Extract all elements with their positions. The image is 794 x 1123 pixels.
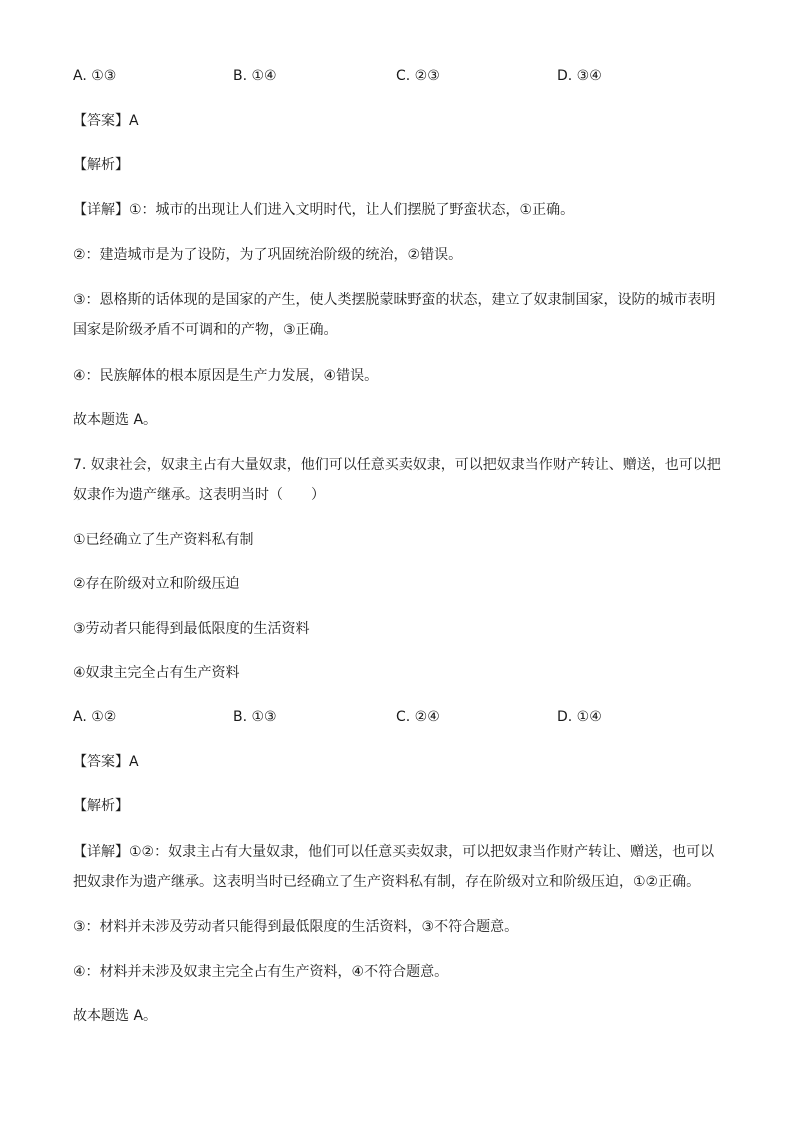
q7-statement-3: ③劳动者只能得到最低限度的生活资料 [73, 621, 310, 637]
q7-option-d: D. ①④ [557, 709, 602, 725]
q7-statement-1: ①已经确立了生产资料私有制 [73, 532, 254, 548]
q7-statement-2: ②存在阶级对立和阶级压迫 [73, 576, 240, 592]
q7-option-c: C. ②④ [396, 709, 440, 725]
q6-detail: 【详解】①：城市的出现让人们进入文明时代，让人们摆脱了野蛮状态，①正确。 [73, 202, 575, 218]
q6-option-b: B. ①④ [233, 68, 277, 84]
q7-statement-4: ④奴隶主完全占有生产资料 [73, 665, 240, 681]
q6-analysis-heading: 【解析】 [73, 157, 129, 173]
q7-detail-line2: 把奴隶作为遗产继承。这表明当时已经确立了生产资料私有制，存在阶级对立和阶级压迫，①②正确。 [73, 874, 701, 890]
q7-answer: 【答案】A [73, 754, 139, 770]
q7-detail-line1: 【详解】①②：奴隶主占有大量奴隶，他们可以任意买卖奴隶，可以把奴隶当作财产转让、赠送，也可以 [73, 844, 715, 860]
q7-option-b: B. ①③ [233, 709, 277, 725]
q7-analysis-heading: 【解析】 [73, 798, 129, 814]
q6-point-2: ②：建造城市是为了设防，为了巩固统治阶级的统治，②错误。 [73, 247, 463, 263]
q7-stem-line2: 奴隶作为遗产继承。这表明当时（ ） [73, 487, 325, 503]
q7-conclusion: 故本题选 A。 [73, 1008, 158, 1024]
q6-option-a: A. ①③ [73, 68, 117, 84]
q6-option-d: D. ③④ [557, 68, 602, 84]
q6-option-c: C. ②③ [396, 68, 440, 84]
q7-stem-line1: 7. 奴隶社会，奴隶主占有大量奴隶，他们可以任意买卖奴隶，可以把奴隶当作财产转让、赠送，也可以把 [73, 457, 721, 473]
q6-point-4: ④：民族解体的根本原因是生产力发展，④错误。 [73, 368, 379, 384]
q6-point-3-line1: ③：恩格斯的话体现的是国家的产生，使人类摆脱蒙昧野蛮的状态，建立了奴隶制国家，设防的城市表明 [73, 292, 716, 308]
q6-answer: 【答案】A [73, 113, 139, 129]
q7-point-4: ④：材料并未涉及奴隶主完全占有生产资料，④不符合题意。 [73, 964, 449, 980]
q6-conclusion: 故本题选 A。 [73, 412, 158, 428]
q7-option-a: A. ①② [73, 709, 117, 725]
q6-point-3-line2: 国家是阶级矛盾不可调和的产物，③正确。 [73, 322, 338, 338]
q7-point-3: ③：材料并未涉及劳动者只能得到最低限度的生活资料，③不符合题意。 [73, 919, 519, 935]
